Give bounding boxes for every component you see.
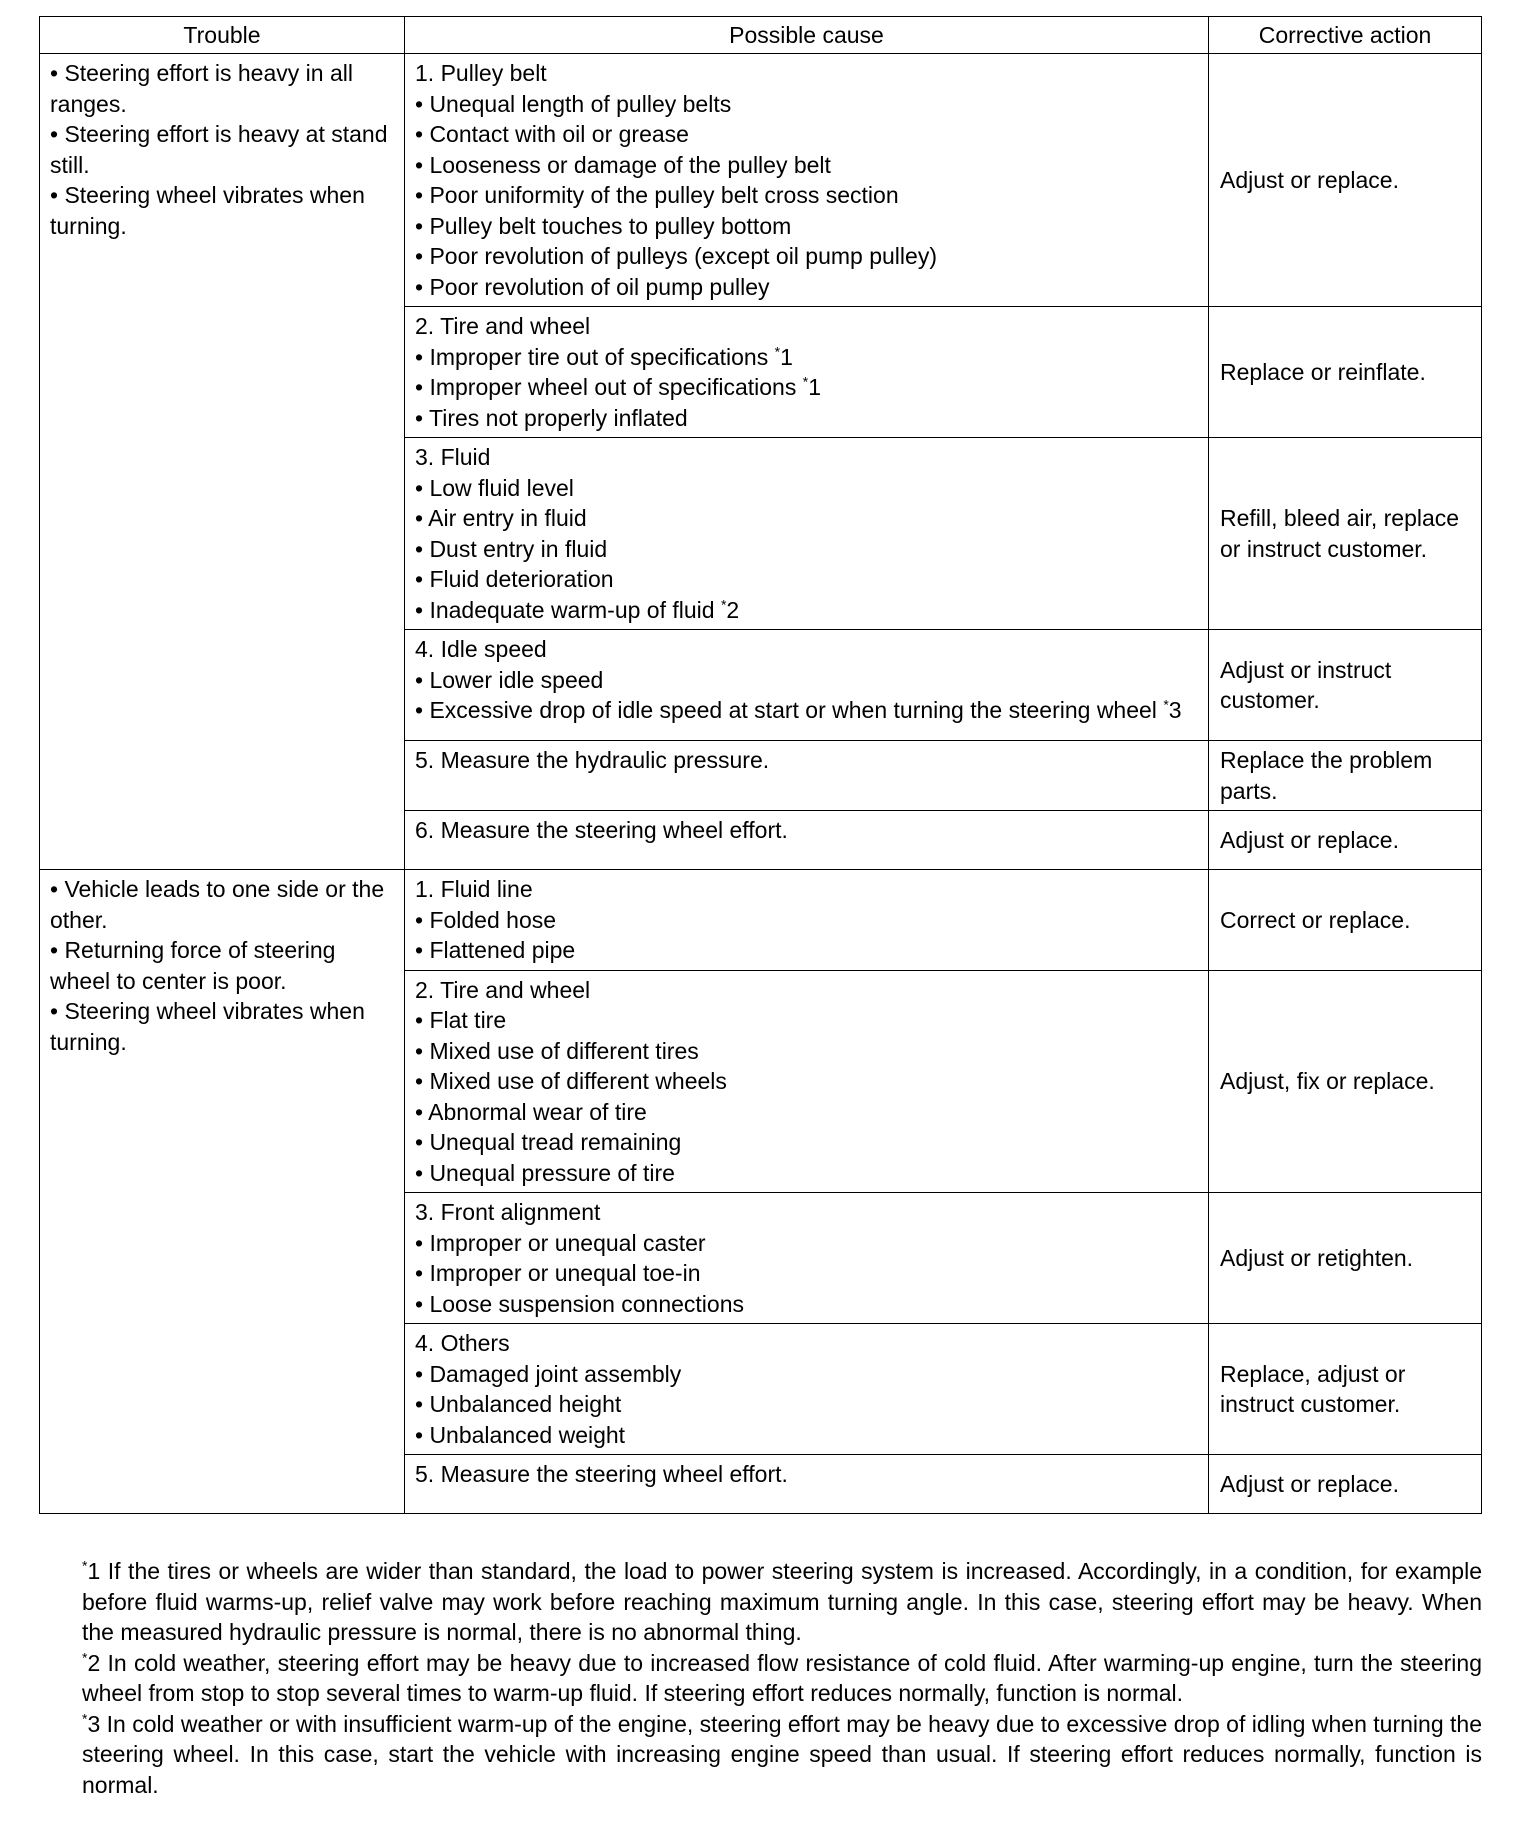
cause-item: • Dust entry in fluid [415, 535, 608, 562]
cause-item: • Lower idle speed [415, 666, 604, 693]
cause-item: • Fluid deterioration [415, 566, 614, 592]
cause-item: • Unbalanced weight [415, 1421, 626, 1448]
cause-cell [405, 970, 1209, 1193]
cause-cell [405, 1193, 1209, 1324]
cause-title: 5. Measure the hydraulic pressure. [415, 747, 770, 773]
footnote: *2 In cold weather, steering effort may be heavy due to increased flow resistance of cold fluid. After warming-up engine, turn the steering wheel from stop to stop several times to warm-up fluid. If steering effort reduces normally, function is normal. [82, 1648, 1482, 1706]
cause-item: • Unequal length of pulley belts [415, 90, 732, 117]
corrective-action: Replace or reinflate. [1209, 307, 1482, 438]
corrective-action: Replace, adjust or instruct customer. [1209, 1324, 1482, 1455]
cause-item: • Improper tire out of specifications *1 [415, 342, 793, 370]
trouble-item: • Vehicle leads to one side or the other. [50, 876, 385, 933]
header-cause: Possible cause [405, 17, 1209, 54]
cause-item: • Unequal pressure of tire [415, 1159, 675, 1186]
cause-cell [405, 307, 1209, 438]
corrective-action: Refill, bleed air, replace or instruct customer. [1209, 438, 1482, 630]
trouble-item: • Steering wheel vibrates when turning. [50, 998, 365, 1055]
cause-item: • Loose suspension connections [415, 1290, 744, 1317]
cause-item: • Poor revolution of pulleys (except oil pump pulley) [415, 243, 937, 269]
cause-item: • Flat tire [415, 1007, 507, 1033]
cause-cell [405, 1324, 1209, 1455]
cause-item: • Improper or unequal caster [415, 1229, 706, 1256]
corrective-action: Adjust, fix or replace. [1209, 970, 1482, 1193]
header-action: Corrective action [1209, 17, 1482, 54]
corrective-action: Adjust or replace. [1209, 54, 1482, 307]
cause-cell [405, 438, 1209, 630]
corrective-action: Adjust or instruct customer. [1209, 630, 1482, 741]
cause-title: 2. Tire and wheel [415, 976, 591, 1003]
cause-item: • Looseness or damage of the pulley belt [415, 151, 831, 178]
footnote: *1 If the tires or wheels are wider than standard, the load to power steering system is increased. Accordingly, in a condition, for example before fluid warms-up, relief valve may work before reaching maximum turning angle. In this case, steering effort may be heavy. When the measured hydraulic pressure is normal, there is no abnormal thing. [82, 1557, 1482, 1645]
corrective-action: Adjust or retighten. [1209, 1193, 1482, 1324]
cause-item: • Poor revolution of oil pump pulley [415, 273, 770, 300]
trouble-item: • Steering effort is heavy at stand still. [50, 121, 388, 178]
corrective-action: Adjust or replace. [1209, 1455, 1482, 1514]
cause-title: 4. Others [415, 1330, 510, 1356]
cause-title: 3. Fluid [415, 444, 491, 470]
cause-cell [405, 54, 1209, 307]
trouble-item: • Steering wheel vibrates when turning. [50, 182, 365, 239]
cause-cell [405, 870, 1209, 971]
corrective-action: Replace the problem parts. [1209, 741, 1482, 811]
cause-item: • Unequal tread remaining [415, 1129, 682, 1155]
cause-item: • Improper or unequal toe-in [415, 1260, 701, 1286]
table-row [40, 54, 1482, 307]
cause-title: 1. Fluid line [415, 876, 533, 902]
trouble-item: • Steering effort is heavy in all ranges. [50, 60, 353, 117]
table-body [40, 54, 1482, 1514]
cause-title: 5. Measure the steering wheel effort. [415, 1461, 788, 1487]
header-trouble: Trouble [40, 17, 405, 54]
cause-item: • Abnormal wear of tire [415, 1098, 647, 1125]
cause-item: • Folded hose [415, 906, 557, 933]
cause-item: • Mixed use of different tires [415, 1037, 699, 1064]
corrective-action: Adjust or replace. [1209, 811, 1482, 870]
cause-item: • Poor uniformity of the pulley belt cross section [415, 182, 899, 208]
cause-title: 3. Front alignment [415, 1199, 601, 1225]
cause-item: • Damaged joint assembly [415, 1360, 682, 1387]
footnote: *3 In cold weather or with insufficient warm-up of the engine, steering effort may be heavy due to excessive drop of idling when turning the steering wheel. In this case, start the vehicle with increasing engine speed than usual. If steering effort reduces normally, function is normal. [82, 1709, 1482, 1798]
cause-title: 6. Measure the steering wheel effort. [415, 817, 788, 843]
footnotes [82, 1556, 1482, 1800]
cause-cell [405, 1455, 1209, 1514]
cause-item: • Contact with oil or grease [415, 121, 689, 147]
cause-title: 1. Pulley belt [415, 60, 547, 86]
trouble-item: • Returning force of steering wheel to center is poor. [50, 937, 336, 994]
cause-item: • Low fluid level [415, 474, 574, 501]
troubleshooting-table [39, 16, 1482, 1514]
cause-item: • Air entry in fluid [415, 505, 587, 531]
cause-item: • Excessive drop of idle speed at start or when turning the steering wheel *3 [415, 696, 1182, 723]
cause-item: • Improper wheel out of specifications *1 [415, 373, 821, 400]
cause-item: • Inadequate warm-up of fluid *2 [415, 595, 740, 623]
cause-item: • Pulley belt touches to pulley bottom [415, 212, 792, 239]
cause-cell [405, 741, 1209, 811]
troubleshooting-table-container [39, 16, 1481, 1514]
table-header-row [40, 17, 1482, 54]
trouble-cell [40, 870, 405, 1514]
table-row [40, 870, 1482, 971]
cause-title: 4. Idle speed [415, 636, 547, 662]
cause-item: • Flattened pipe [415, 937, 576, 963]
cause-item: • Mixed use of different wheels [415, 1068, 727, 1094]
cause-title: 2. Tire and wheel [415, 313, 591, 339]
cause-item: • Tires not properly inflated [415, 404, 688, 431]
corrective-action: Correct or replace. [1209, 870, 1482, 971]
cause-cell [405, 811, 1209, 870]
cause-cell [405, 630, 1209, 741]
trouble-cell [40, 54, 405, 870]
cause-item: • Unbalanced height [415, 1391, 622, 1417]
